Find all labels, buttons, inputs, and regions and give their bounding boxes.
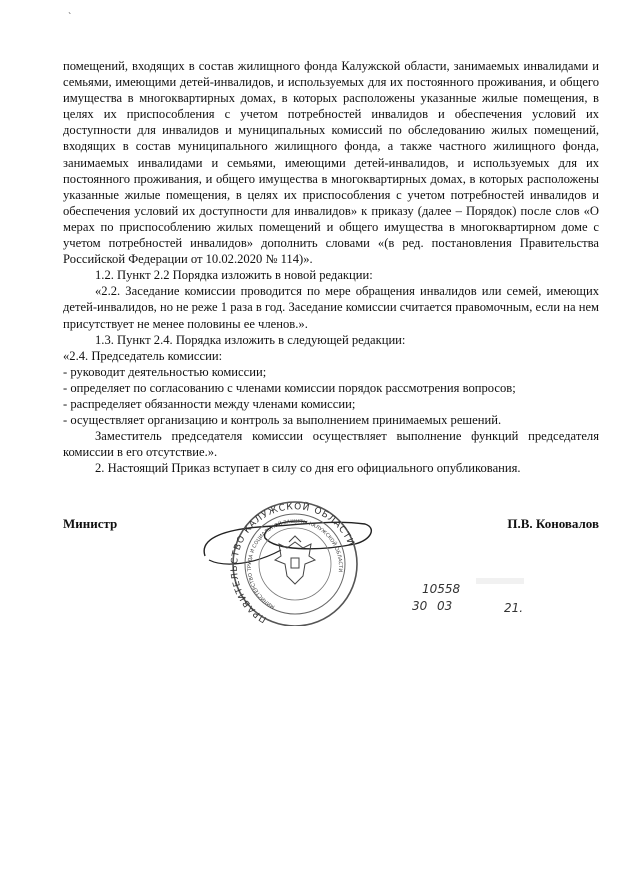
paragraph-continuation: помещений, входящих в состав жилищного фонда Калужской области, занимаемых инвалидами и семьями, имеющими детей-инвалидов, и используемых для их постоянного проживания, и общего имущества в многоквартирных домах, в которых расположены указанные жилые помещения, в целях их приспособления с учетом потребностей инвалидов и обеспечения условий их доступности для инвалидов и муниципальных комиссий по обследованию жилых помещений, входящих в состав муниципального жилищного фонда, а также частного жилищного фонда, занимаемых инвалидами и семьями, имеющими детей-инвалидов, и используемых для их постоянного проживания, и общего имущества в многоквартирных домах, в которых расположены указанные жилые помещения, в целях их приспособления с учетом потребностей инвалидов и обеспечения условий их доступности для инвалидов» к приказу (далее – Порядок) после слов «О мерах по приспособлению жилых помещений и общего имущества в многоквартирном доме с учетом потребностей инвалидов» дополнить словами «(в ред. постановления Правительства Российской Федерации от 10.02.2020 № 114)». xyxy=(63,59,599,267)
registration-month: 03 xyxy=(437,599,453,613)
list-item: - распределяет обязанности между членами комиссии; xyxy=(63,396,356,411)
document-body xyxy=(63,58,599,476)
paragraph-item-2: 2. Настоящий Приказ вступает в силу со дня его официального опубликования. xyxy=(95,461,521,476)
paragraph-item-1-2: 1.2. Пункт 2.2 Порядка изложить в новой редакции: xyxy=(95,268,373,283)
seal-inner-text: МИНИСТЕРСТВО ТРУДА И СОЦИАЛЬНОЙ ЗАЩИТЫ КАЛУЖСКОЙ ОБЛАСТИ xyxy=(246,518,344,610)
registration-year: 21. xyxy=(504,601,524,615)
list-item: - осуществляет организацию и контроль за выполнением принимаемых решений. xyxy=(63,413,502,428)
registration-day: 30 xyxy=(412,599,428,613)
official-seal xyxy=(195,498,395,626)
registration-number: 10558 xyxy=(422,582,461,596)
corner-mark: ` xyxy=(68,12,72,23)
paragraph-deputy: Заместитель председателя комиссии осуществляет выполнение функций председателя комиссии в его отсутствие.». xyxy=(63,429,599,460)
paragraph-quote-2-2: «2.2. Заседание комиссии проводится по мере обращения инвалидов или семей, имеющих детей-инвалидов, но не реже 1 раза в год. Заседание комиссии считается правомочным, если на нем присутствует не менее половины ее членов.». xyxy=(63,284,599,331)
signatory-title: Министр xyxy=(63,516,118,531)
paragraph-item-1-3: 1.3. Пункт 2.4. Порядка изложить в следующей редакции: xyxy=(95,332,406,347)
seal-outer-text: ПРАВИТЕЛЬСТВО КАЛУЖСКОЙ ОБЛАСТИ xyxy=(229,502,356,625)
svg-text:МИНИСТЕРСТВО ТРУДА И СОЦИАЛЬНО xyxy=(247,519,343,610)
registration-smudge xyxy=(476,578,524,584)
signatory-name: П.В. Коновалов xyxy=(507,516,599,531)
list-item: - руководит деятельностью комиссии; xyxy=(63,364,267,379)
coat-of-arms-icon xyxy=(275,536,315,584)
list-item: - определяет по согласованию с членами комиссии порядок рассмотрения вопросов; xyxy=(63,380,516,395)
seal-graphic xyxy=(195,498,395,626)
paragraph-quote-2-4: «2.4. Председатель комиссии: xyxy=(63,348,223,363)
